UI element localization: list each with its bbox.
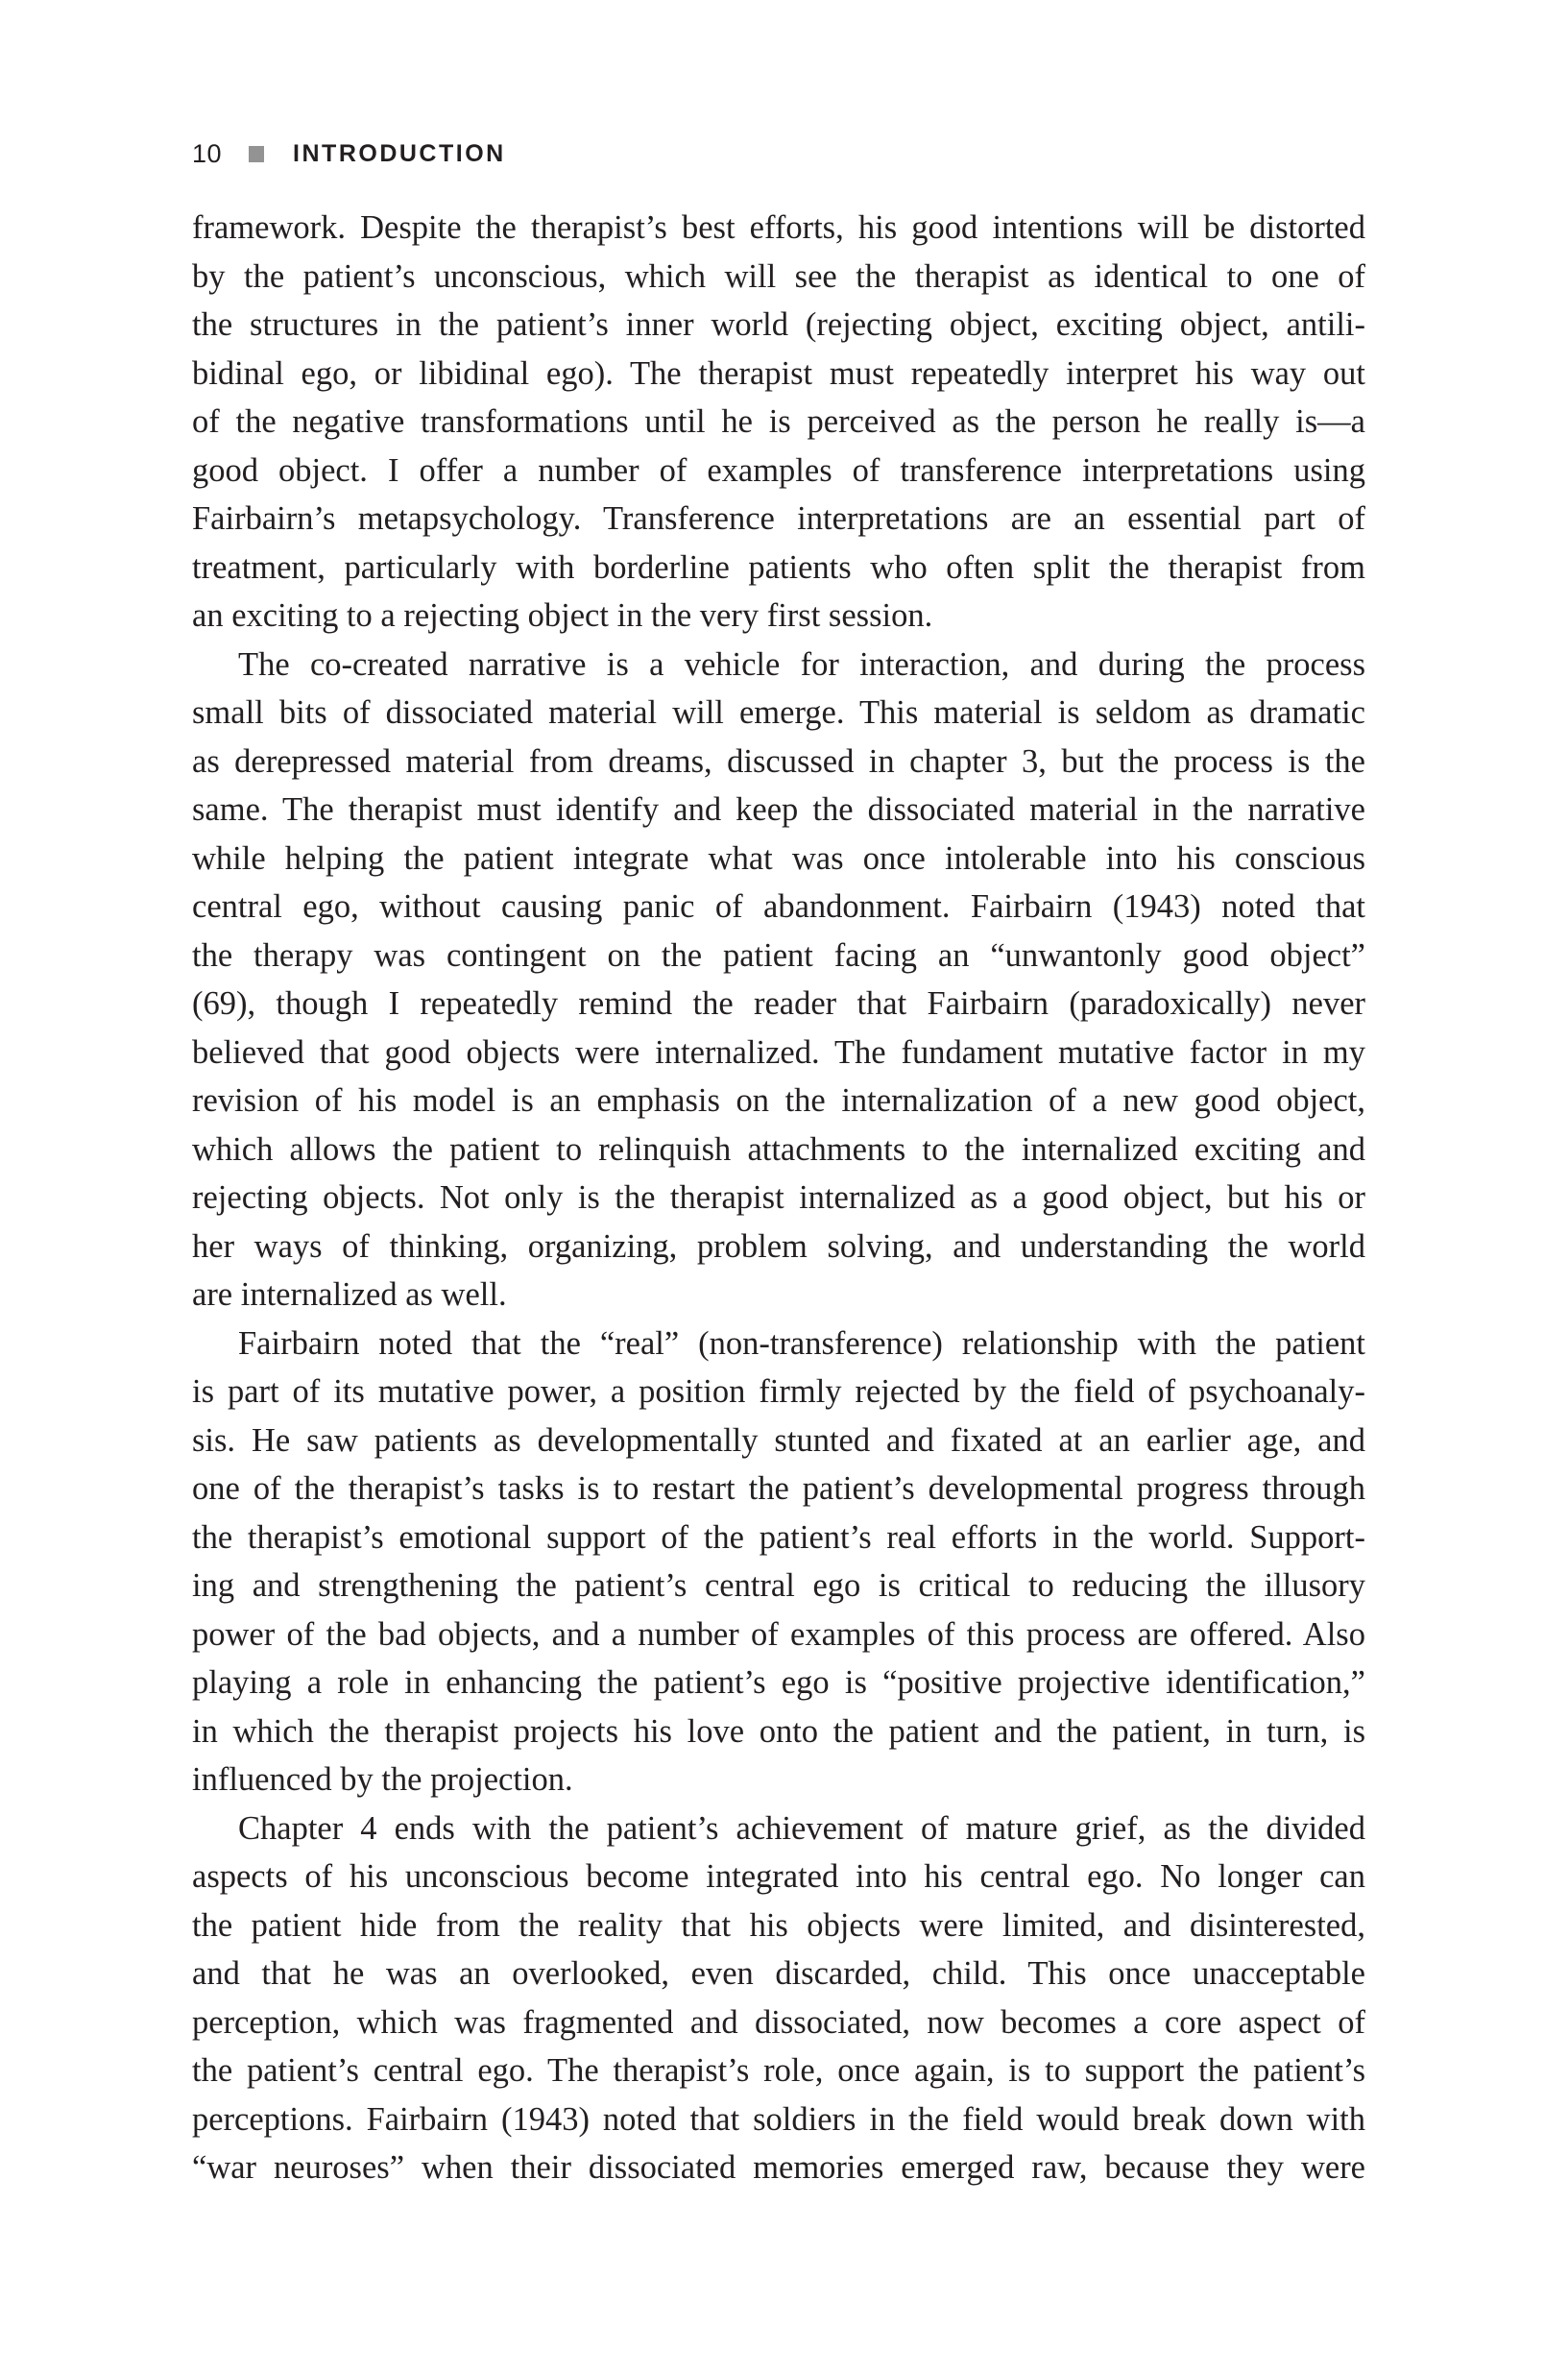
text-line: influenced by the projection.	[192, 1761, 573, 1798]
text-line: one of the therapist’s tasks is to restart the patient’s developmental progress through	[192, 1470, 1365, 1507]
paragraph	[192, 1804, 1365, 2192]
text-line: is part of its mutative power, a position firmly rejected by the field of psychoanaly-	[192, 1373, 1365, 1410]
text-line: in which the therapist projects his love onto the patient and the patient, in turn, is	[192, 1712, 1365, 1750]
separator-square-icon	[249, 146, 264, 162]
text-line: central ego, without causing panic of abandonment. Fairbairn (1943) noted that	[192, 888, 1365, 925]
text-line: perceptions. Fairbairn (1943) noted that soldiers in the field would break down with	[192, 2100, 1365, 2138]
paragraph	[192, 641, 1365, 1320]
text-line: ing and strengthening the patient’s central ego is critical to reducing the illusory	[192, 1567, 1365, 1604]
text-line: Fairbairn noted that the “real” (non-transference) relationship with the patient	[238, 1324, 1365, 1362]
text-line: Chapter 4 ends with the patient’s achievement of mature grief, as the divided	[238, 1809, 1365, 1847]
text-line: by the patient’s unconscious, which will see the therapist as identical to one of	[192, 257, 1365, 295]
text-line: “war neuroses” when their dissociated memories emerged raw, because they were	[192, 2149, 1365, 2186]
text-line: (69), though I repeatedly remind the reader that Fairbairn (paradoxically) never	[192, 985, 1365, 1022]
chapter-title: INTRODUCTION	[293, 139, 506, 167]
text-line: while helping the patient integrate what was once intolerable into his conscious	[192, 839, 1365, 877]
text-line: are internalized as well.	[192, 1276, 507, 1313]
text-line: playing a role in enhancing the patient’s ego is “positive projective identification,”	[192, 1664, 1365, 1701]
text-line: the patient hide from the reality that his objects were limited, and disinterested,	[192, 1906, 1365, 1944]
text-line: same. The therapist must identify and keep the dissociated material in the narrative	[192, 791, 1365, 828]
page-number: 10	[192, 138, 223, 168]
text-line: framework. Despite the therapist’s best efforts, his good intentions will be distorted	[192, 209, 1365, 246]
text-line: sis. He saw patients as developmentally stunted and fixated at an earlier age, and	[192, 1421, 1365, 1459]
text-line: power of the bad objects, and a number of examples of this process are offered. Also	[192, 1615, 1365, 1653]
text-line: the therapy was contingent on the patient facing an “unwantonly good object”	[192, 936, 1365, 974]
text-line: the patient’s central ego. The therapist’s role, once again, is to support the patient’s	[192, 2052, 1365, 2089]
text-line: the therapist’s emotional support of the patient’s real efforts in the world. Support-	[192, 1518, 1365, 1556]
text-line: The co-created narrative is a vehicle for interaction, and during the process	[238, 645, 1365, 683]
text-line: as derepressed material from dreams, discussed in chapter 3, but the process is the	[192, 742, 1365, 780]
text-line: the structures in the patient’s inner world (rejecting object, exciting object, antili-	[192, 306, 1365, 343]
text-line: perception, which was fragmented and dissociated, now becomes a core aspect of	[192, 2003, 1365, 2041]
text-line: and that he was an overlooked, even discarded, child. This once unacceptable	[192, 1955, 1365, 1992]
text-line: revision of his model is an emphasis on the internalization of a new good object,	[192, 1082, 1365, 1119]
text-line: rejecting objects. Not only is the therapist internalized as a good object, but his or	[192, 1179, 1365, 1216]
text-line: her ways of thinking, organizing, problem solving, and understanding the world	[192, 1227, 1365, 1265]
text-line: of the negative transformations until he is perceived as the person he really is—a	[192, 403, 1365, 440]
text-line: good object. I offer a number of examples of transference interpretations using	[192, 451, 1365, 489]
text-line: an exciting to a rejecting object in the very first session.	[192, 597, 933, 634]
text-line: bidinal ego, or libidinal ego). The therapist must repeatedly interpret his way out	[192, 354, 1365, 392]
text-line: treatment, particularly with borderline patients who often split the therapist from	[192, 548, 1365, 586]
text-line: believed that good objects were internalized. The fundament mutative factor in my	[192, 1033, 1365, 1071]
body-text	[192, 204, 1365, 2192]
text-line: Fairbairn’s metapsychology. Transference interpretations are an essential part of	[192, 500, 1365, 537]
text-line: which allows the patient to relinquish attachments to the internalized exciting and	[192, 1130, 1365, 1168]
paragraph	[192, 1320, 1365, 1804]
running-head	[192, 136, 506, 171]
text-line: aspects of his unconscious become integrated into his central ego. No longer can	[192, 1858, 1365, 1895]
paragraph	[192, 204, 1365, 641]
text-line: small bits of dissociated material will emerge. This material is seldom as dramatic	[192, 694, 1365, 731]
